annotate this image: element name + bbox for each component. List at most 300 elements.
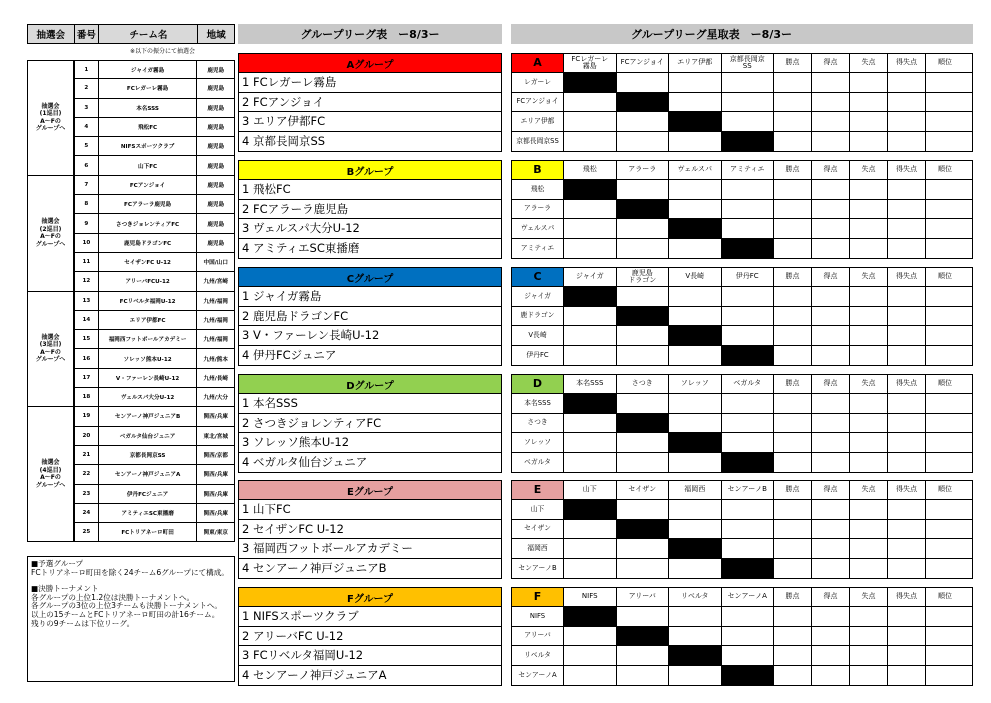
match-result-cell — [617, 287, 670, 306]
self-match-cell — [669, 219, 722, 238]
self-match-cell — [617, 93, 670, 112]
group-team: 4 センアーノ神戸ジュニアB — [242, 561, 387, 576]
draw-row — [74, 465, 235, 484]
standings-col-team: ヴェルスパ — [669, 161, 722, 179]
draw-number: 11 — [75, 253, 99, 271]
match-result-cell — [722, 627, 775, 646]
standings-row — [512, 646, 972, 666]
draw-region: 九州/福岡 — [203, 298, 228, 305]
rules-text-final-4: 残りの9チームは下位リーグ。 — [31, 618, 135, 628]
stat-cell — [850, 73, 888, 92]
standings-row-team: センアーノA — [512, 666, 564, 686]
stat-cell — [812, 520, 850, 539]
group-team: 3 V・ファーレン長崎U-12 — [239, 326, 501, 346]
match-result-cell — [722, 326, 775, 345]
match-result-cell — [617, 326, 670, 345]
standings-col-team: センアーノA — [722, 588, 775, 606]
draw-number: 23 — [75, 485, 99, 503]
self-match-cell — [564, 180, 617, 199]
stat-cell — [774, 200, 812, 219]
stat-cell — [926, 539, 964, 558]
match-result-cell — [722, 287, 775, 306]
match-result-cell — [722, 200, 775, 219]
standings-col-team: アラーラ — [617, 161, 670, 179]
match-result-cell — [669, 346, 722, 366]
match-result-cell — [617, 559, 670, 579]
match-result-cell — [564, 132, 617, 152]
standings-stat-header: 勝点 — [774, 375, 812, 393]
standings-stat-header: 勝点 — [774, 268, 812, 286]
draw-round-label: 抽選会 (3巡目) A〜Fの グループへ — [27, 292, 74, 408]
standings-header-row — [512, 375, 972, 394]
match-result-cell — [669, 73, 722, 92]
draw-team: 山下FC — [99, 156, 198, 174]
draw-row — [74, 311, 235, 330]
match-result-cell — [617, 346, 670, 366]
stat-cell — [926, 414, 964, 433]
standings-group-key: E — [512, 481, 564, 499]
group-title: Fグループ — [239, 588, 501, 607]
match-result-cell — [617, 394, 670, 413]
match-result-cell — [669, 180, 722, 199]
standings-col-team: エリア伊都 — [669, 54, 722, 72]
standings-stat-header: 失点 — [850, 268, 888, 286]
stat-cell — [888, 180, 926, 199]
match-result-cell — [617, 112, 670, 131]
group-title: Bグループ — [239, 161, 501, 180]
stat-cell — [774, 219, 812, 238]
stat-cell — [850, 520, 888, 539]
standings-row-team: 福岡西 — [512, 539, 564, 558]
match-result-cell — [722, 646, 775, 665]
match-result-cell — [564, 414, 617, 433]
match-result-cell — [669, 520, 722, 539]
group-team: 3 エリア伊都FC — [239, 112, 501, 132]
draw-row — [74, 292, 235, 311]
self-match-cell — [722, 453, 775, 473]
standings-row-team: アリーバ — [512, 627, 564, 646]
group-team: 3 福岡西フットボールアカデミー — [239, 539, 501, 559]
stat-cell — [926, 453, 964, 473]
standings-block-f — [511, 587, 973, 686]
standings-group-key: D — [512, 375, 564, 393]
standings-row-team: ヴェルスパ — [512, 219, 564, 238]
draw-number: 9 — [75, 214, 99, 232]
stat-cell — [926, 200, 964, 219]
stat-cell — [850, 627, 888, 646]
draw-team: 福岡西フットボールアカデミー — [99, 330, 198, 348]
standings-stat-header: 勝点 — [774, 161, 812, 179]
standings-stat-header: 順位 — [938, 58, 952, 67]
stat-cell — [888, 73, 926, 92]
rules-title-final: ■決勝トーナメント — [31, 584, 99, 594]
match-result-cell — [564, 539, 617, 558]
standings-row-team: ベガルタ — [512, 453, 564, 473]
match-result-cell — [669, 200, 722, 219]
stat-cell — [812, 93, 850, 112]
standings-row — [512, 93, 972, 113]
match-result-cell — [722, 394, 775, 413]
draw-row — [74, 446, 235, 465]
draw-team: 鹿児島ドラゴンFC — [99, 234, 198, 252]
self-match-cell — [669, 112, 722, 131]
standings-header-row — [512, 268, 972, 287]
draw-region: 鹿児島 — [207, 125, 225, 132]
group-block-a — [238, 53, 502, 152]
standings-col-team: FCアンジョイ — [617, 54, 670, 72]
group-team: 3 ヴェルスパ大分U-12 — [239, 219, 501, 239]
rules-title-prelim: ■予選グループ — [31, 559, 84, 568]
draw-row — [74, 156, 235, 175]
stat-cell — [888, 646, 926, 665]
draw-team: FCレガーレ霧島 — [99, 79, 198, 97]
standings-row-team: 鹿ドラゴン — [512, 307, 564, 326]
standings-col-team: センアーノB — [722, 481, 775, 499]
results-table-header — [511, 24, 973, 44]
stat-cell — [850, 287, 888, 306]
stat-cell — [774, 559, 812, 579]
self-match-cell — [617, 200, 670, 219]
draw-region: 鹿児島 — [207, 240, 225, 247]
draw-team: 京都長岡京SS — [99, 446, 198, 464]
draw-team: ジャイガ霧島 — [99, 61, 198, 78]
group-team: 1 FCレガーレ霧島 — [239, 73, 501, 93]
standings-stat-header: 得点 — [812, 268, 850, 286]
stat-cell — [850, 219, 888, 238]
match-result-cell — [722, 112, 775, 131]
stat-cell — [812, 607, 850, 626]
standings-row — [512, 414, 972, 434]
stat-cell — [774, 346, 812, 366]
standings-group-key: F — [512, 588, 564, 606]
stat-cell — [850, 433, 888, 452]
standings-row — [512, 326, 972, 346]
draw-table — [27, 24, 235, 542]
match-result-cell — [564, 627, 617, 646]
standings-block-b — [511, 160, 973, 259]
group-team: 3 ソレッソ熊本U-12 — [239, 433, 501, 453]
self-match-cell — [669, 646, 722, 665]
standings-col-team: ソレッソ — [669, 375, 722, 393]
stat-cell — [774, 73, 812, 92]
stat-cell — [812, 346, 850, 366]
match-result-cell — [617, 433, 670, 452]
stat-cell — [850, 559, 888, 579]
standings-stat-header: 順位 — [938, 379, 952, 388]
standings-row-team: 京都長岡京SS — [512, 132, 564, 152]
stat-cell — [812, 132, 850, 152]
standings-group-key: A — [512, 54, 564, 72]
stat-cell — [850, 666, 888, 686]
header-number: 番号 — [75, 25, 100, 43]
standings-row-team: センアーノB — [512, 559, 564, 579]
draw-row — [74, 330, 235, 349]
match-result-cell — [669, 307, 722, 326]
stat-cell — [888, 607, 926, 626]
standings-row-team: ジャイガ — [512, 287, 564, 306]
stat-cell — [850, 646, 888, 665]
match-result-cell — [617, 132, 670, 152]
standings-stat-header: 順位 — [938, 592, 952, 601]
match-result-cell — [564, 112, 617, 131]
group-team: 1 NIFSスポーツクラブ — [239, 607, 501, 627]
standings-row-team: レガーレ — [512, 73, 564, 92]
rules-text-prelim: FCトリアネーロ町田を除く24チーム6グループにて構成。 — [31, 567, 229, 577]
standings-col-team: アミティエ — [722, 161, 775, 179]
draw-row — [74, 214, 235, 233]
match-result-cell — [722, 520, 775, 539]
draw-number: 20 — [75, 427, 99, 445]
draw-region: 鹿児島 — [207, 105, 225, 112]
standings-row — [512, 539, 972, 559]
draw-team: V・ファーレン長崎U-12 — [99, 369, 198, 387]
draw-row — [74, 504, 235, 523]
standings-stat-header: 順位 — [938, 485, 952, 494]
draw-region: 鹿児島 — [207, 144, 225, 151]
group-title: Dグループ — [239, 375, 501, 394]
standings-row — [512, 73, 972, 93]
match-result-cell — [722, 307, 775, 326]
standings-stat-header: 勝点 — [774, 54, 812, 72]
match-result-cell — [617, 666, 670, 686]
draw-row — [74, 407, 235, 426]
match-result-cell — [617, 646, 670, 665]
draw-region: 鹿児島 — [207, 182, 225, 189]
stat-cell — [888, 200, 926, 219]
standings-row — [512, 219, 972, 239]
standings-row — [512, 180, 972, 200]
stat-cell — [888, 307, 926, 326]
draw-team: エリア伊都FC — [99, 311, 198, 329]
standings-row — [512, 520, 972, 540]
draw-region: 九州/長崎 — [203, 375, 228, 382]
group-team: 4 伊丹FCジュニア — [242, 348, 337, 363]
match-result-cell — [669, 394, 722, 413]
draw-region: 鹿児島 — [207, 67, 225, 74]
standings-header-row — [512, 481, 972, 500]
stat-cell — [812, 200, 850, 219]
standings-header-row — [512, 161, 972, 180]
draw-team: FCアラーラ鹿児島 — [99, 195, 198, 213]
standings-stat-header: 得点 — [812, 588, 850, 606]
match-result-cell — [669, 132, 722, 152]
match-result-cell — [669, 239, 722, 259]
standings-col-team: さつき — [617, 375, 670, 393]
group-team: 2 セイザンFC U-12 — [239, 520, 501, 540]
match-result-cell — [564, 453, 617, 473]
self-match-cell — [564, 73, 617, 92]
stat-cell — [812, 180, 850, 199]
stat-cell — [926, 666, 964, 686]
stat-cell — [812, 627, 850, 646]
stat-cell — [926, 219, 964, 238]
match-result-cell — [617, 219, 670, 238]
standings-row-team: 飛松 — [512, 180, 564, 199]
standings-row-team: エリア伊都 — [512, 112, 564, 131]
stat-cell — [850, 453, 888, 473]
draw-region: 関西/兵庫 — [203, 414, 228, 421]
standings-stat-header: 得失点 — [888, 54, 926, 72]
stat-cell — [926, 559, 964, 579]
stat-cell — [850, 112, 888, 131]
standings-row-team: リベルタ — [512, 646, 564, 665]
standings-col-team: リベルタ — [669, 588, 722, 606]
stat-cell — [774, 394, 812, 413]
standings-group-key: C — [512, 268, 564, 286]
match-result-cell — [722, 219, 775, 238]
group-team: 3 FCリベルタ福岡U-12 — [239, 646, 501, 666]
standings-row — [512, 666, 972, 686]
standings-col-team: ジャイガ — [564, 268, 617, 286]
draw-number: 3 — [75, 99, 99, 117]
draw-team: アミティエSC東播磨 — [99, 504, 198, 522]
stat-cell — [812, 239, 850, 259]
group-block-b — [238, 160, 502, 259]
match-result-cell — [564, 666, 617, 686]
group-team: 4 センアーノ神戸ジュニアA — [242, 668, 387, 683]
draw-team: さつきジョレンティアFC — [99, 214, 198, 232]
group-team: 1 山下FC — [239, 500, 501, 520]
standings-row — [512, 239, 972, 259]
standings-stat-header: 得点 — [812, 54, 850, 72]
group-team: 4 京都長岡京SS — [242, 134, 326, 149]
match-result-cell — [564, 646, 617, 665]
draw-number: 16 — [75, 349, 99, 367]
draw-number: 24 — [75, 504, 99, 522]
standings-col-team: 山下 — [564, 481, 617, 499]
stat-cell — [926, 394, 964, 413]
draw-row — [74, 234, 235, 253]
self-match-cell — [669, 539, 722, 558]
standings-stat-header: 得失点 — [888, 481, 926, 499]
stat-cell — [888, 453, 926, 473]
stat-cell — [812, 112, 850, 131]
draw-team: ベガルタ仙台ジュニア — [99, 427, 198, 445]
standings-col-team: セイザン — [617, 481, 670, 499]
match-result-cell — [564, 326, 617, 345]
self-match-cell — [564, 500, 617, 519]
stat-cell — [888, 666, 926, 686]
match-result-cell — [722, 414, 775, 433]
stat-cell — [888, 219, 926, 238]
draw-row — [74, 349, 235, 368]
stat-cell — [812, 287, 850, 306]
stat-cell — [774, 326, 812, 345]
draw-team: センアーノ神戸ジュニアB — [99, 407, 198, 425]
header-draw: 抽選会 — [28, 25, 75, 43]
group-block-f — [238, 587, 502, 686]
self-match-cell — [617, 307, 670, 326]
stat-cell — [850, 200, 888, 219]
draw-number: 21 — [75, 446, 99, 464]
match-result-cell — [564, 346, 617, 366]
draw-number: 15 — [75, 330, 99, 348]
group-team: 1 飛松FC — [239, 180, 501, 200]
standings-stat-header: 失点 — [850, 588, 888, 606]
self-match-cell — [722, 666, 775, 686]
draw-region: 関西/京都 — [203, 453, 228, 460]
group-title: Cグループ — [239, 268, 501, 287]
stat-cell — [850, 500, 888, 519]
match-result-cell — [564, 200, 617, 219]
stat-cell — [774, 607, 812, 626]
match-result-cell — [669, 453, 722, 473]
stat-cell — [888, 520, 926, 539]
standings-row — [512, 287, 972, 307]
standings-col-team: 京都長岡京 SS — [722, 54, 775, 72]
stat-cell — [926, 646, 964, 665]
standings-stat-header: 失点 — [850, 375, 888, 393]
match-result-cell — [617, 453, 670, 473]
stat-cell — [812, 307, 850, 326]
self-match-cell — [564, 287, 617, 306]
stat-cell — [888, 239, 926, 259]
stat-cell — [850, 180, 888, 199]
stat-cell — [888, 414, 926, 433]
self-match-cell — [564, 394, 617, 413]
stat-cell — [888, 326, 926, 345]
group-block-d — [238, 374, 502, 473]
stat-cell — [926, 180, 964, 199]
standings-row — [512, 200, 972, 220]
standings-row — [512, 453, 972, 473]
draw-number: 7 — [75, 176, 99, 194]
stat-cell — [850, 132, 888, 152]
stat-cell — [888, 93, 926, 112]
stat-cell — [888, 539, 926, 558]
standings-group-key: B — [512, 161, 564, 179]
self-match-cell — [617, 520, 670, 539]
standings-col-team: V長崎 — [669, 268, 722, 286]
group-table-header — [238, 24, 502, 44]
match-result-cell — [722, 180, 775, 199]
draw-team: 飛松FC — [99, 118, 198, 136]
match-result-cell — [564, 219, 617, 238]
match-result-cell — [669, 500, 722, 519]
standings-stat-header: 順位 — [938, 165, 952, 174]
draw-number: 12 — [75, 272, 99, 290]
draw-round-labels — [27, 60, 74, 542]
draw-number: 4 — [75, 118, 99, 136]
standings-row — [512, 307, 972, 327]
standings-block-e — [511, 480, 973, 579]
match-result-cell — [564, 307, 617, 326]
draw-number: 5 — [75, 137, 99, 155]
draw-number: 18 — [75, 388, 99, 406]
standings-col-team: FCレガーレ 霧島 — [564, 54, 617, 72]
stat-cell — [850, 93, 888, 112]
stat-cell — [888, 559, 926, 579]
draw-region: 関西/兵庫 — [203, 491, 228, 498]
stat-cell — [926, 239, 964, 259]
stat-cell — [850, 239, 888, 259]
stat-cell — [926, 93, 964, 112]
stat-cell — [888, 346, 926, 366]
stat-cell — [812, 559, 850, 579]
standings-stat-header: 得点 — [812, 375, 850, 393]
stat-cell — [850, 394, 888, 413]
self-match-cell — [669, 433, 722, 452]
draw-team: FCトリアネーロ町田 — [99, 523, 198, 541]
standings-row-team: V長崎 — [512, 326, 564, 345]
draw-team: ヴェルスパ大分U-12 — [99, 388, 198, 406]
self-match-cell — [617, 627, 670, 646]
standings-stat-header: 失点 — [850, 54, 888, 72]
match-result-cell — [617, 500, 670, 519]
standings-row — [512, 559, 972, 579]
group-team: 2 アリーバFC U-12 — [239, 627, 501, 647]
stat-cell — [774, 646, 812, 665]
